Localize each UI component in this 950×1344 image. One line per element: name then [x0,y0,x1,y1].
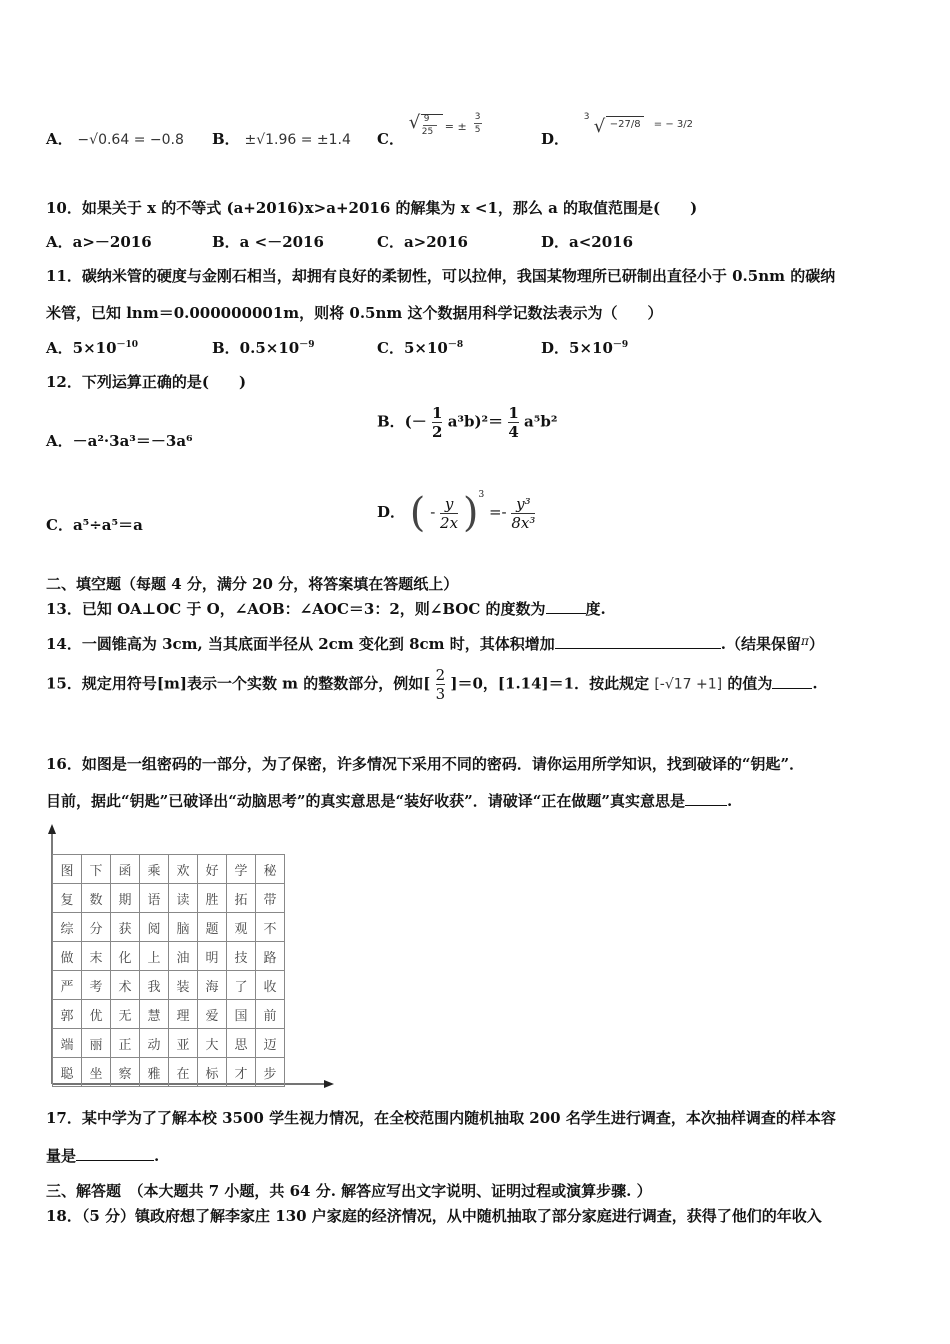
q11-option-c: C．$5\times 10^{-8}$ [377,339,464,357]
grid-cell: 术 [111,971,140,1000]
q16-line1: 16．如图是一组密码的一部分，为了保密，许多情况下采用不同的密码．请你运用所学知识，找到破译的“钥匙”． [46,755,805,773]
grid-cell: 丽 [82,1029,111,1058]
grid-row [53,1029,285,1058]
grid-row [53,971,285,1000]
grid-cell: 聪 [53,1058,82,1087]
q9-option-b: B． ±√1.96 = ±1.4 [212,130,351,148]
grid-cell: 秘 [256,855,285,884]
grid-cell: 路 [256,942,285,971]
grid-row [53,1058,285,1087]
grid-cell: 理 [169,1000,198,1029]
grid-cell: 思 [227,1029,256,1058]
q11-option-d: D．$5\times 10^{-9}$ [541,339,629,357]
grid-cell: 严 [53,971,82,1000]
grid-cell: 乘 [140,855,169,884]
q11-option-b: B．$0.5\times 10^{-9}$ [212,339,315,357]
grid-cell: 欢 [169,855,198,884]
grid-cell: 步 [256,1058,285,1087]
q12-option-c: C．a⁵÷a⁵＝a [46,516,143,534]
q11-line1: 11．碳纳米管的硬度与金刚石相当，却拥有良好的柔韧性，可以拉伸，我国某物理所已研制出直径小于 0.5nm 的碳纳 [46,267,836,285]
grid-cell: 学 [227,855,256,884]
cipher-grid-figure [40,822,340,1092]
grid-cell: 做 [53,942,82,971]
grid-cell: 末 [82,942,111,971]
grid-cell: 复 [53,884,82,913]
grid-cell: 题 [198,913,227,942]
q10-option-a: A．a>－2016 [46,233,152,251]
grid-cell: 脑 [169,913,198,942]
grid-cell: 坐 [82,1058,111,1087]
grid-cell: 前 [256,1000,285,1029]
grid-row [53,855,285,884]
q12-option-b: B．(－ $\frac{1}{2}$ a³b)²＝ $\frac{1}{4}$ a⁵b² [377,404,558,441]
grid-cell: 我 [140,971,169,1000]
grid-row [53,942,285,971]
grid-cell: 化 [111,942,140,971]
grid-cell: 图 [53,855,82,884]
q15: 15．规定用符号[m]表示一个实数 m 的整数部分，例如[ $\frac{2}{3}$ ]＝0，[1.14]＝1．按此规定 [-√17 +1] 的值为 . [46,666,818,703]
grid-cell: 装 [169,971,198,1000]
section-2-heading: 二、填空题（每题 4 分，满分 20 分，将答案填在答题纸上） [46,575,459,593]
grid-cell: 收 [256,971,285,1000]
q11-line2: 米管，已知 lnm＝0.000000001m，则将 0.5nm 这个数据用科学记数法表示为（ ） [46,304,663,322]
grid-cell: 油 [169,942,198,971]
grid-cell: 慧 [140,1000,169,1029]
grid-cell: 了 [227,971,256,1000]
grid-cell: 标 [198,1058,227,1087]
q12-option-d: D． ( - $\frac{y}{2x}$ )$^3$ =- $\frac{\text{y³}}{\text{8x³}}$ [377,490,536,536]
q10-option-c: C．a>2016 [377,233,468,251]
q9-option-d: D． 3 √ −27/8 = − 3/2 [541,112,694,148]
q17-line2: 量是 . [46,1147,160,1165]
grid-cell: 读 [169,884,198,913]
grid-cell: 雅 [140,1058,169,1087]
grid-cell: 好 [198,855,227,884]
grid-cell: 上 [140,942,169,971]
grid-cell: 函 [111,855,140,884]
grid-cell: 拓 [227,884,256,913]
grid-cell: 分 [82,913,111,942]
q12-stem: 12．下列运算正确的是( ) [46,373,247,391]
q10-stem: 10．如果关于 x 的不等式 (a+2016)x>a+2016 的解集为 x <1，那么 a 的取值范围是( ) [46,199,698,217]
grid-cell: 明 [198,942,227,971]
grid-row [53,913,285,942]
grid-cell: 端 [53,1029,82,1058]
grid-cell: 胜 [198,884,227,913]
grid-cell: 数 [82,884,111,913]
grid-cell: 郭 [53,1000,82,1029]
q10-option-d: D．a<2016 [541,233,634,251]
grid-cell: 在 [169,1058,198,1087]
grid-cell: 正 [111,1029,140,1058]
q11-option-a: A．$5\times 10^{-10}$ [46,339,139,357]
grid-cell: 综 [53,913,82,942]
q10-option-b: B．a <－2016 [212,233,324,251]
grid-cell: 无 [111,1000,140,1029]
q9-option-a: A． −√0.64 = −0.8 [46,130,184,148]
grid-cell: 亚 [169,1029,198,1058]
grid-cell: 爱 [198,1000,227,1029]
q18-line1: 18．（5 分）镇政府想了解李家庄 130 户家庭的经济情况，从中随机抽取了部分家庭进行调查，获得了他们的年收入 [46,1207,822,1225]
grid-cell: 优 [82,1000,111,1029]
grid-cell: 国 [227,1000,256,1029]
grid-cell: 期 [111,884,140,913]
grid-cell: 迈 [256,1029,285,1058]
grid-cell: 不 [256,913,285,942]
grid-cell: 带 [256,884,285,913]
q9-option-c: C． √ 9 25 = ± 3 5 [377,112,481,148]
grid-cell: 海 [198,971,227,1000]
grid-cell: 察 [111,1058,140,1087]
q17-line1: 17．某中学为了了解本校 3500 学生视力情况，在全校范围内随机抽取 200 名学生进行调查，本次抽样调查的样本容 [46,1109,836,1127]
section-3-heading: 三、解答题 （本大题共 7 小题，共 64 分. 解答应写出文字说明、证明过程或演算步骤. ） [46,1182,652,1200]
cipher-grid [52,854,285,1087]
grid-cell: 语 [140,884,169,913]
grid-cell: 动 [140,1029,169,1058]
grid-cell: 才 [227,1058,256,1087]
grid-cell: 观 [227,913,256,942]
grid-row [53,884,285,913]
grid-cell: 技 [227,942,256,971]
grid-cell: 阅 [140,913,169,942]
q14: 14．一圆锥高为 3cm, 当其底面半径从 2cm 变化到 8cm 时，其体积增加 .（结果保留$^\pi$） [46,634,824,653]
q13: 13．已知 OA⊥OC 于 O，∠AOB：∠AOC＝3：2，则∠BOC 的度数为 度. [46,600,606,618]
q12-option-a: A．－a²·3a³＝－3a⁶ [46,432,193,450]
grid-cell: 下 [82,855,111,884]
grid-row [53,1000,285,1029]
grid-cell: 获 [111,913,140,942]
q16-line2: 目前，据此“钥匙”已破译出“动脑思考”的真实意思是“装好收获”．请破译“正在做题”真实意思是 . [46,792,733,810]
grid-cell: 考 [82,971,111,1000]
grid-cell: 大 [198,1029,227,1058]
